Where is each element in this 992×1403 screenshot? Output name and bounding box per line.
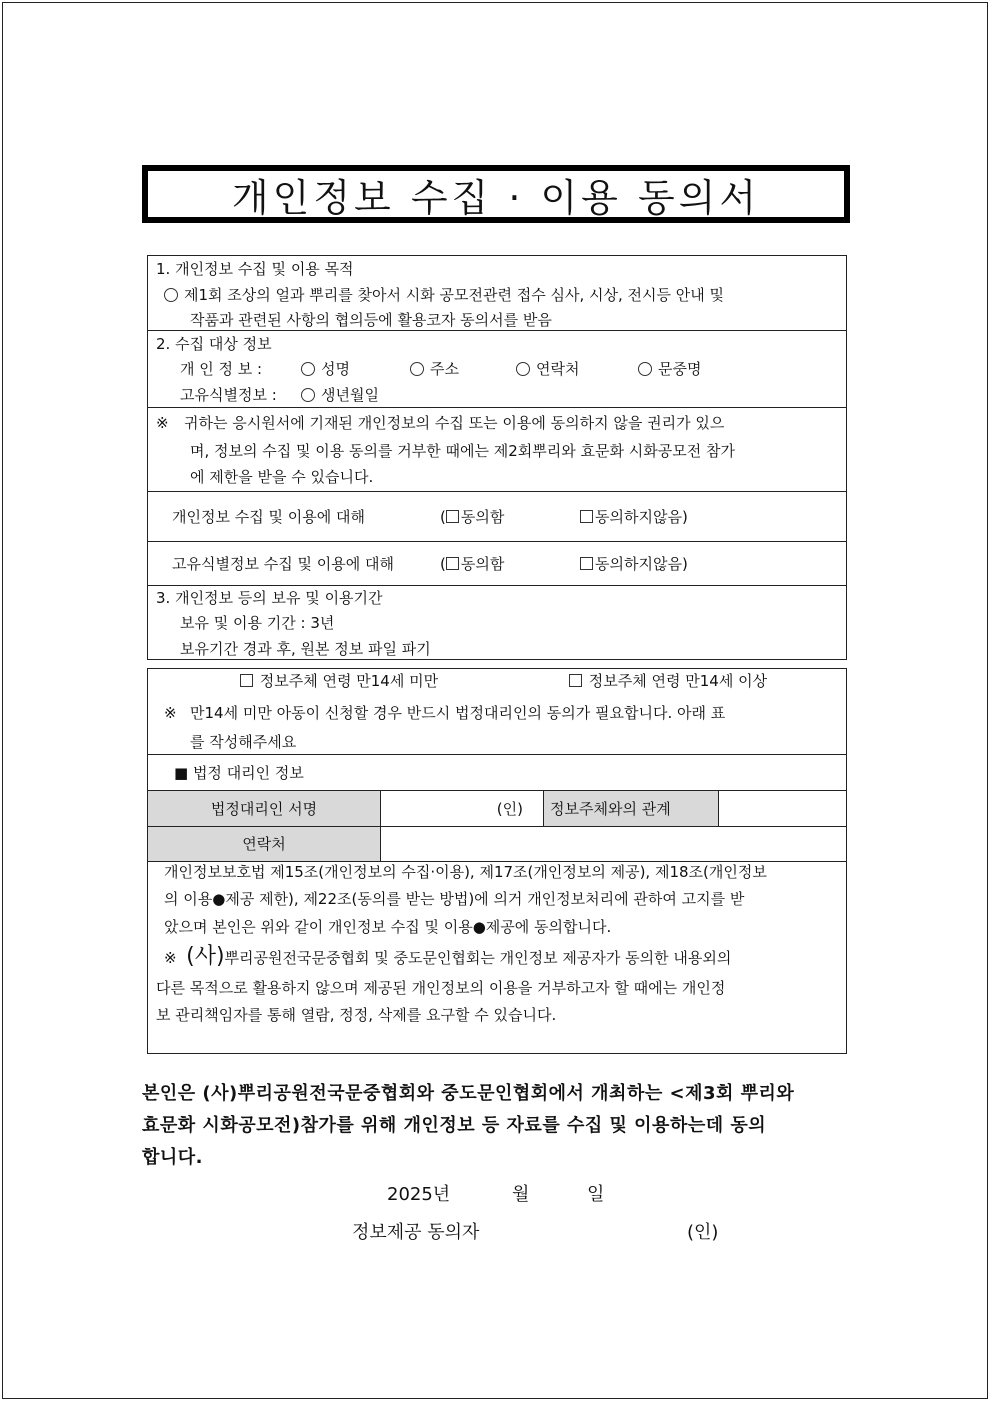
target-heading: 2. 수집 대상 정보 [156,335,272,353]
age-note-mark: ※ [164,704,177,722]
retention-section [148,586,846,661]
circle-icon [301,362,315,376]
consent-personal-agree[interactable]: ( 동의함 [440,508,505,526]
document-title: 개인정보 수집 · 이용 동의서 [142,165,850,223]
legal-line-1: 개인정보보호법 제15조(개인정보의 수집·이용), 제17조(개인정보의 제공), 제18조(개인정보 [164,863,767,881]
unique-info-label: 고유식별정보 : [180,386,277,404]
relation-label-cell [544,791,719,826]
contact-label: 연락처 [242,835,286,853]
notice-line-1: 귀하는 응시원서에 기재된 개인정보의 수집 또는 이용에 동의하지 않을 권리가 있으 [184,414,725,432]
legal-line-3: 았으며 본인은 위와 같이 개인정보 수집 및 이용●제공에 동의합니다. [164,918,612,936]
checkbox-icon[interactable] [446,510,459,523]
contact-field[interactable] [381,827,847,861]
relation-field[interactable] [719,791,847,826]
personal-item-contact: 연락처 [516,356,579,382]
checkbox-icon[interactable] [446,557,459,570]
consent-unique-label: 고유식별정보 수집 및 이용에 대해 [172,555,394,573]
circle-icon [516,362,530,376]
consent-statement [142,1078,852,1174]
age-note-2: 를 작성해주세요 [190,733,297,751]
signer-seal: (인) [687,1222,719,1243]
circle-icon [638,362,652,376]
purpose-line-2: 작품과 관련된 사항의 협의등에 활용코자 동의서를 받음 [190,311,552,329]
consent-personal-row [148,492,846,542]
checkbox-icon[interactable] [580,510,593,523]
legal-line-4: ※ (사)뿌리공원전국문중협회 및 중도문인협회는 개인정보 제공자가 동의한 내용외의 [164,944,732,969]
personal-item-name: 성명 [301,356,350,382]
contact-label-cell [148,827,381,861]
consent-personal-label: 개인정보 수집 및 이용에 대해 [172,508,365,526]
signer-field[interactable] [520,1218,670,1244]
personal-item-clan: 문중명 [638,356,701,382]
guardian-heading-row [148,755,846,791]
date-year: 2025년 [387,1184,451,1205]
circle-icon [164,288,178,302]
age-note-1: 만14세 미만 아동이 신청할 경우 반드시 법정대리인의 동의가 필요합니다. 아래 표 [190,704,726,722]
personal-info-label: 개 인 정 보 : [180,360,263,378]
circle-icon [301,388,315,402]
notice-line-2: 며, 정보의 수집 및 이용 동의를 거부한 때에는 제2회뿌리와 효문화 시화공모전 참가 [190,442,735,460]
guardian-table [147,668,847,1054]
purpose-heading: 1. 개인정보 수집 및 이용 목적 [156,260,354,278]
legal-line-6: 보 관리책임자를 통해 열람, 정정, 삭제를 요구할 수 있습니다. [156,1006,557,1024]
age-row [148,669,846,755]
age-over14[interactable]: 정보주체 연령 만14세 이상 [569,668,767,694]
checkbox-icon[interactable] [580,557,593,570]
statement-line-3: 합니다. [142,1147,204,1168]
date-day: 일 [587,1184,605,1205]
circle-icon [410,362,424,376]
signer-label: 정보제공 동의자 [352,1222,480,1243]
refusal-notice [148,408,846,492]
guardian-sign-label-cell [148,791,381,826]
guardian-heading: ■ 법정 대리인 정보 [174,764,304,782]
consent-personal-disagree[interactable]: 동의하지않음) [580,504,688,530]
relation-label: 정보주체와의 관계 [550,799,671,818]
guardian-sign-label: 법정대리인 서명 [210,799,318,818]
guardian-seal: (인) [496,799,523,818]
notice-line-3: 에 제한을 받을 수 있습니다. [190,468,374,486]
notice-mark: ※ [156,414,169,432]
consent-unique-row [148,542,846,586]
checkbox-icon[interactable] [569,674,582,687]
unique-item-birthdate: 생년월일 [301,382,379,408]
purpose-section [148,256,846,331]
legal-line-5: 다른 목적으로 활용하지 않으며 제공된 개인정보의 이용을 거부하고자 할 때에는 개인정 [156,979,726,997]
checkbox-icon[interactable] [240,674,253,687]
purpose-line-1: 제1회 조상의 얼과 뿌리를 찾아서 시화 공모전관련 접수 심사, 시상, 전시등 안내 및 [164,282,724,308]
statement-line-2: 효문화 시화공모전)참가를 위해 개인정보 등 자료를 수집 및 이용하는데 동의 [142,1115,767,1136]
guardian-sign-field[interactable] [381,791,544,826]
target-section [148,331,846,408]
guardian-contact-row [148,827,846,862]
retention-period: 보유 및 이용 기간 : 3년 [180,614,335,632]
consent-table [147,255,847,660]
date-month: 월 [512,1184,530,1205]
consent-unique-disagree[interactable]: 동의하지않음) [580,551,688,577]
consent-unique-agree[interactable]: ( 동의함 [440,555,505,573]
guardian-sign-row [148,791,846,827]
retention-heading: 3. 개인정보 등의 보유 및 이용기간 [156,589,383,607]
age-under14[interactable]: 정보주체 연령 만14세 미만 [240,668,438,694]
statement-line-1: 본인은 (사)뿌리공원전국문중협회와 중도문인협회에서 개최하는 <제3회 뿌리와 [142,1083,795,1104]
legal-notice [148,862,846,1055]
legal-line-2: 의 이용●제공 제한), 제22조(동의를 받는 방법)에 의거 개인정보처리에 관하여 고지를 받 [164,890,745,908]
retention-disposal: 보유기간 경과 후, 원본 정보 파일 파기 [180,640,431,658]
personal-item-address: 주소 [410,356,459,382]
